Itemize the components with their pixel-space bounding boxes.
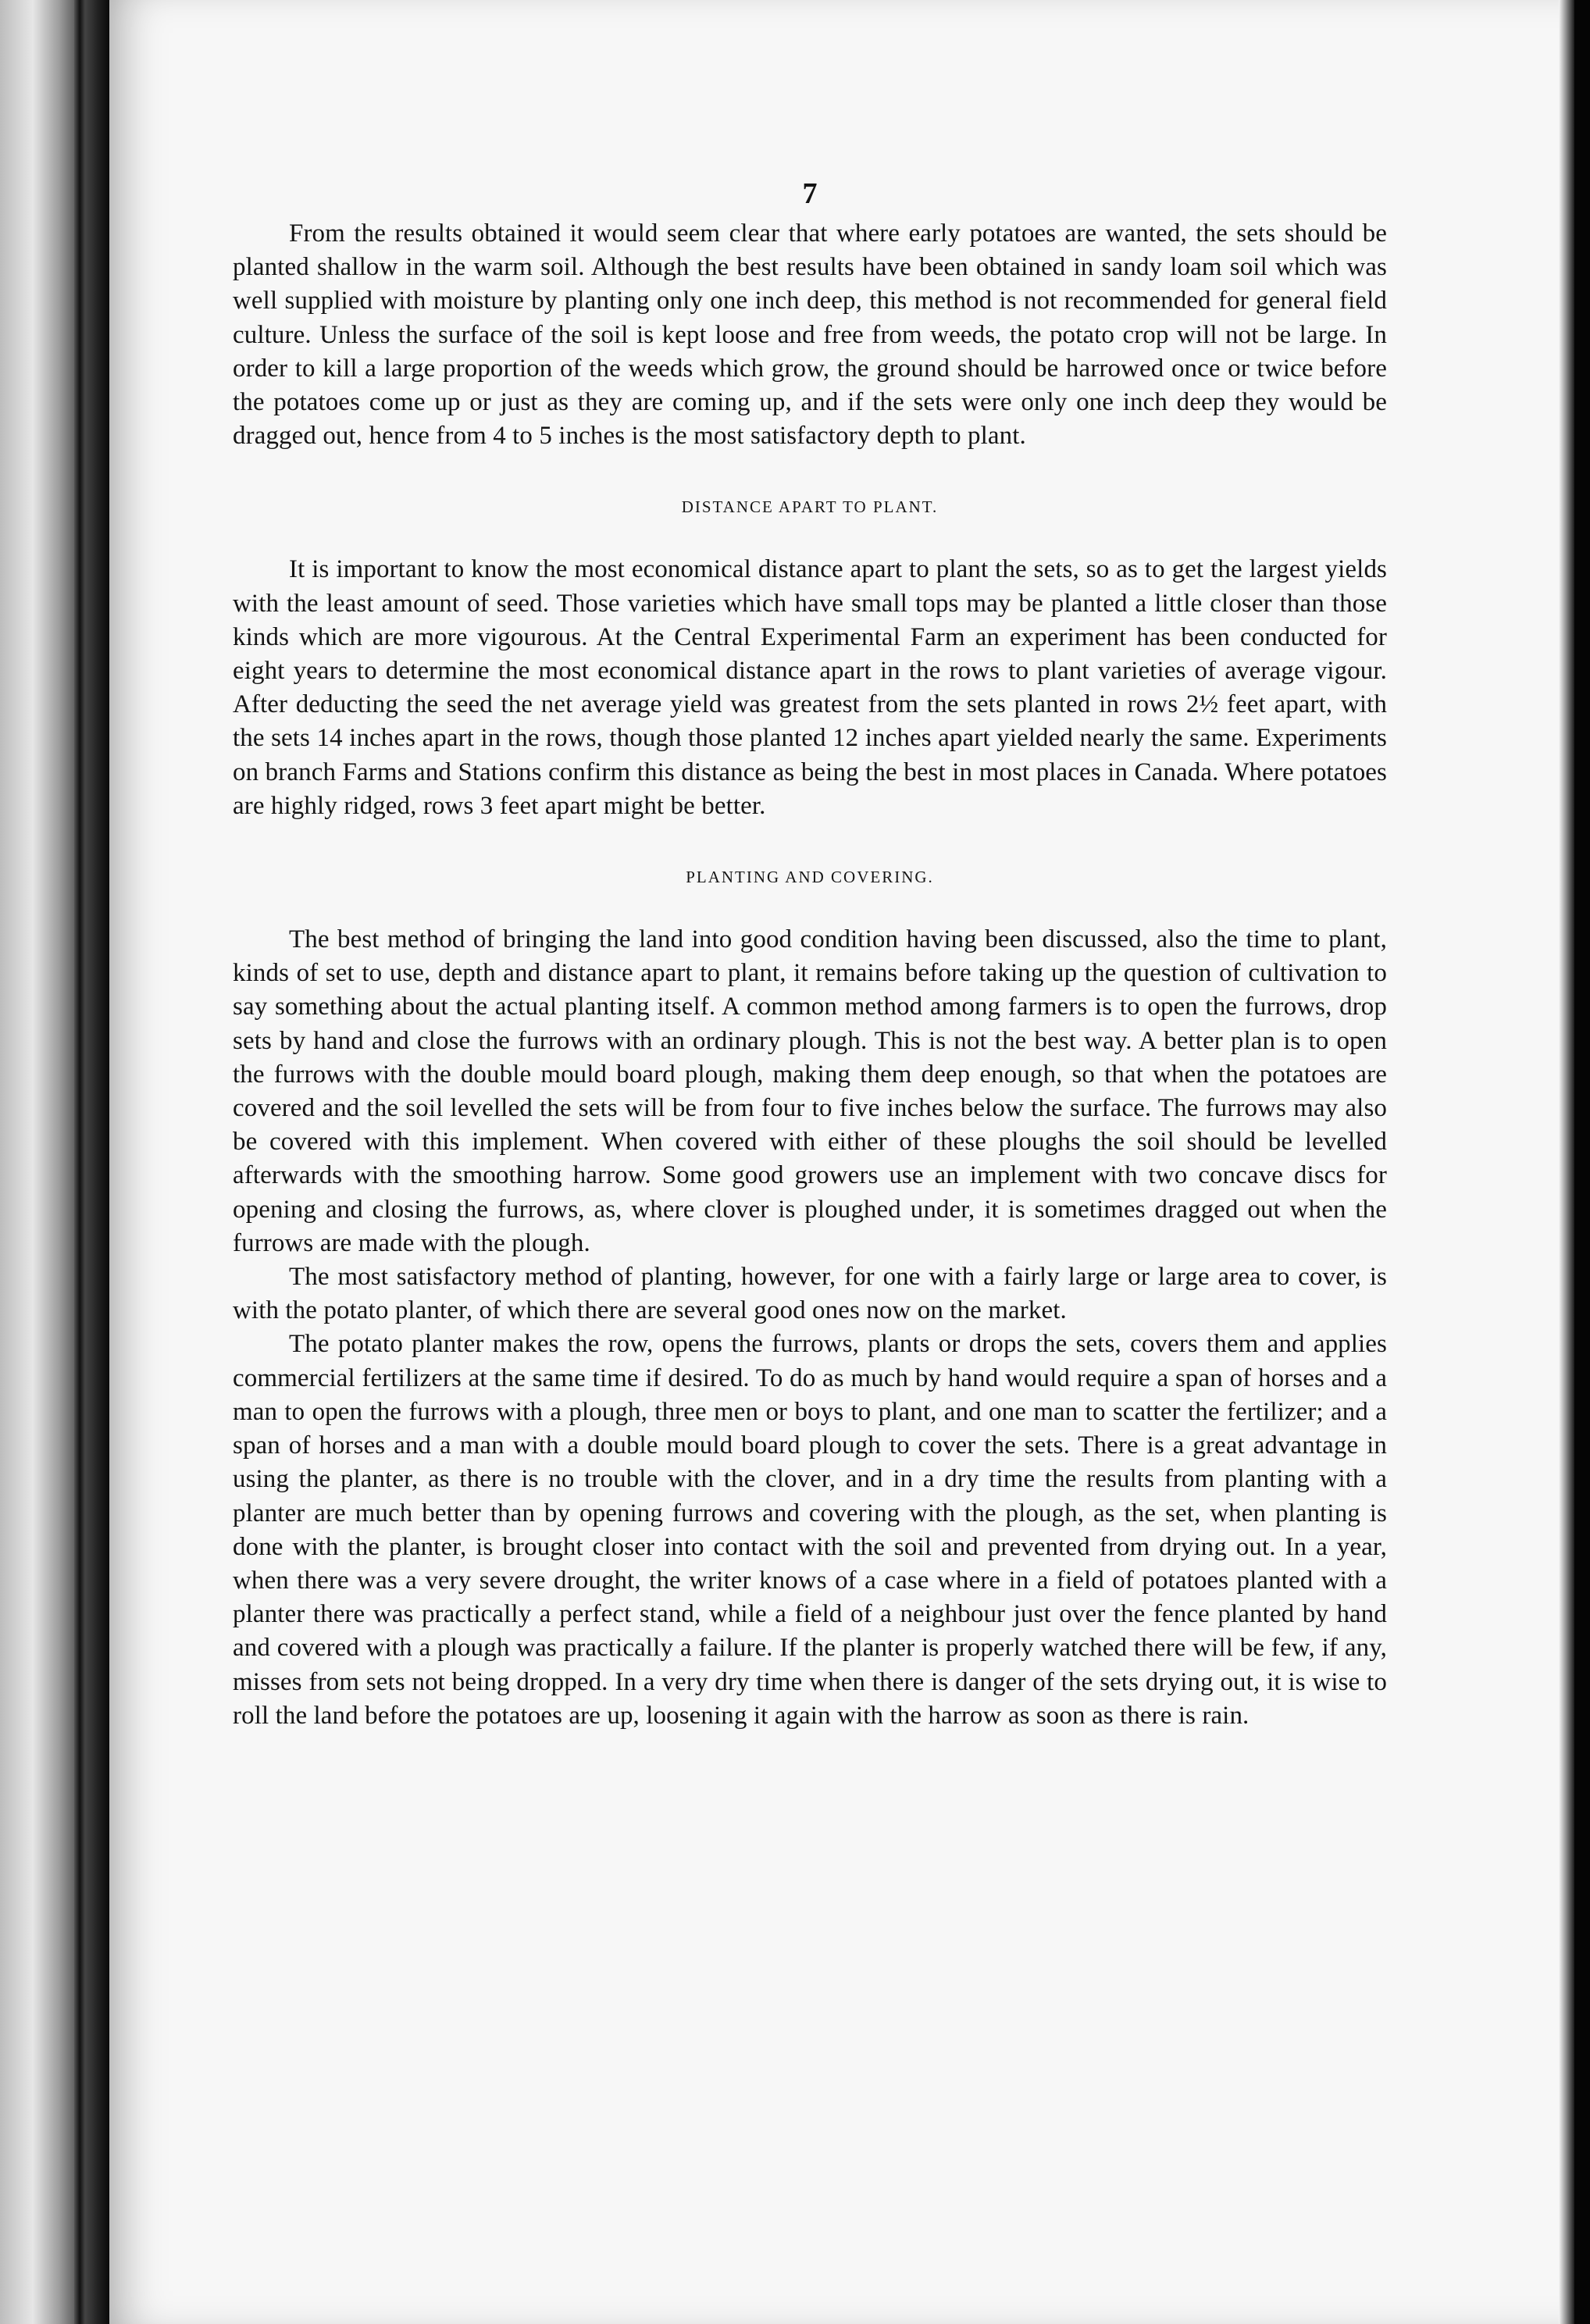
paragraph: The most satisfactory method of planting, however, for one with a fairly large or large area to cover, is with the potato planter, of which there are several good ones now on the market. <box>233 1263 1387 1325</box>
page-number: 7 <box>802 177 818 210</box>
paragraph: The potato planter makes the row, opens the furrows, plants or drops the sets, covers them and applies commercial fertilizers at the same time if desired. To do as much by hand would require a span of horses and a man to open the furrows with a plough, three men or boys to plant, and one man to scatter the fertilizer; and a span of horses and a man with a double mould board plough to cover the sets. There is a great advantage in using the planter, as there is no trouble with the clover, and in a dry time the results from planting with a planter are much better than by opening furrows and covering with the plough, as the set, when planting is done with the planter, is brought closer into contact with the soil and prevented from drying out. In a year, when there was a very severe drought, the writer knows of a case where in a field of potatoes planted with a planter there was practically a perfect stand, while a field of a neighbour just over the fence planted by hand and covered with a plough was practically a failure. If the planter is properly watched there will be few, if any, misses from sets not being dropped. In a very dry time when there is danger of the sets drying out, it is wise to roll the land before the potatoes are up, loosening it again with the harrow as soon as there is rain. <box>233 1330 1387 1730</box>
section-heading-planting: PLANTING AND COVERING. <box>686 868 934 887</box>
paragraph: The best method of bringing the land into good condition having been discussed, also the time to plant, kinds of set to use, depth and distance apart to plant, it remains before taking up the question of cultivation to say something about the actual planting itself. A common method among farmers is to open the furrows, drop sets by hand and close the furrows with an ordinary plough. This is not the best way. A better plan is to open the furrows with the double mould board plough, making them deep enough, so that when the potatoes are covered and the soil levelled the sets will be from four to five inches below the surface. The furrows may also be covered with this implement. When covered with either of these ploughs the soil should be levelled afterwards with the smoothing harrow. Some good growers use an implement with two concave discs for opening and closing the furrows, as, where clover is ploughed under, it is sometimes dragged out when the furrows are made with the plough. <box>233 925 1387 1257</box>
paragraph: It is important to know the most economical distance apart to plant the sets, so as to get the largest yields with the least amount of seed. Those varieties which have small tops may be planted a little closer than those kinds which are more vigourous. At the Central Experimental Farm an experiment has been conducted for eight years to determine the most economical distance apart in the rows to plant varieties of average vigour. After deducting the seed the net average yield was greatest from the sets planted in rows 2½ feet apart, with the sets 14 inches apart in the rows, though those planted 12 inches apart yielded nearly the same. Experiments on branch Farms and Stations confirm this distance as being the best in most places in Canada. Where potatoes are highly ridged, rows 3 feet apart might be better. <box>233 555 1387 820</box>
page-text <box>233 178 1387 1733</box>
binding-edge <box>74 0 85 2324</box>
book-spine <box>0 0 109 2324</box>
page-edge-shadow <box>1559 0 1574 2324</box>
section-heading-distance: DISTANCE APART TO PLANT. <box>681 497 939 517</box>
paragraph: From the results obtained it would seem clear that where early potatoes are wanted, the sets should be planted shallow in the warm soil. Although the best results have been obtained in sandy loam soil which was well supplied with moisture by planting only one inch deep, this method is not recommended for general field culture. Unless the surface of the soil is kept loose and free from weeds, the potato crop will not be large. In order to kill a large proportion of the weeds which grow, the ground should be harrowed once or twice before the potatoes come up or just as they are coming up, and if the sets were only one inch deep they would be dragged out, hence from 4 to 5 inches is the most satisfactory depth to plant. <box>233 219 1387 451</box>
document-page <box>109 0 1574 2324</box>
